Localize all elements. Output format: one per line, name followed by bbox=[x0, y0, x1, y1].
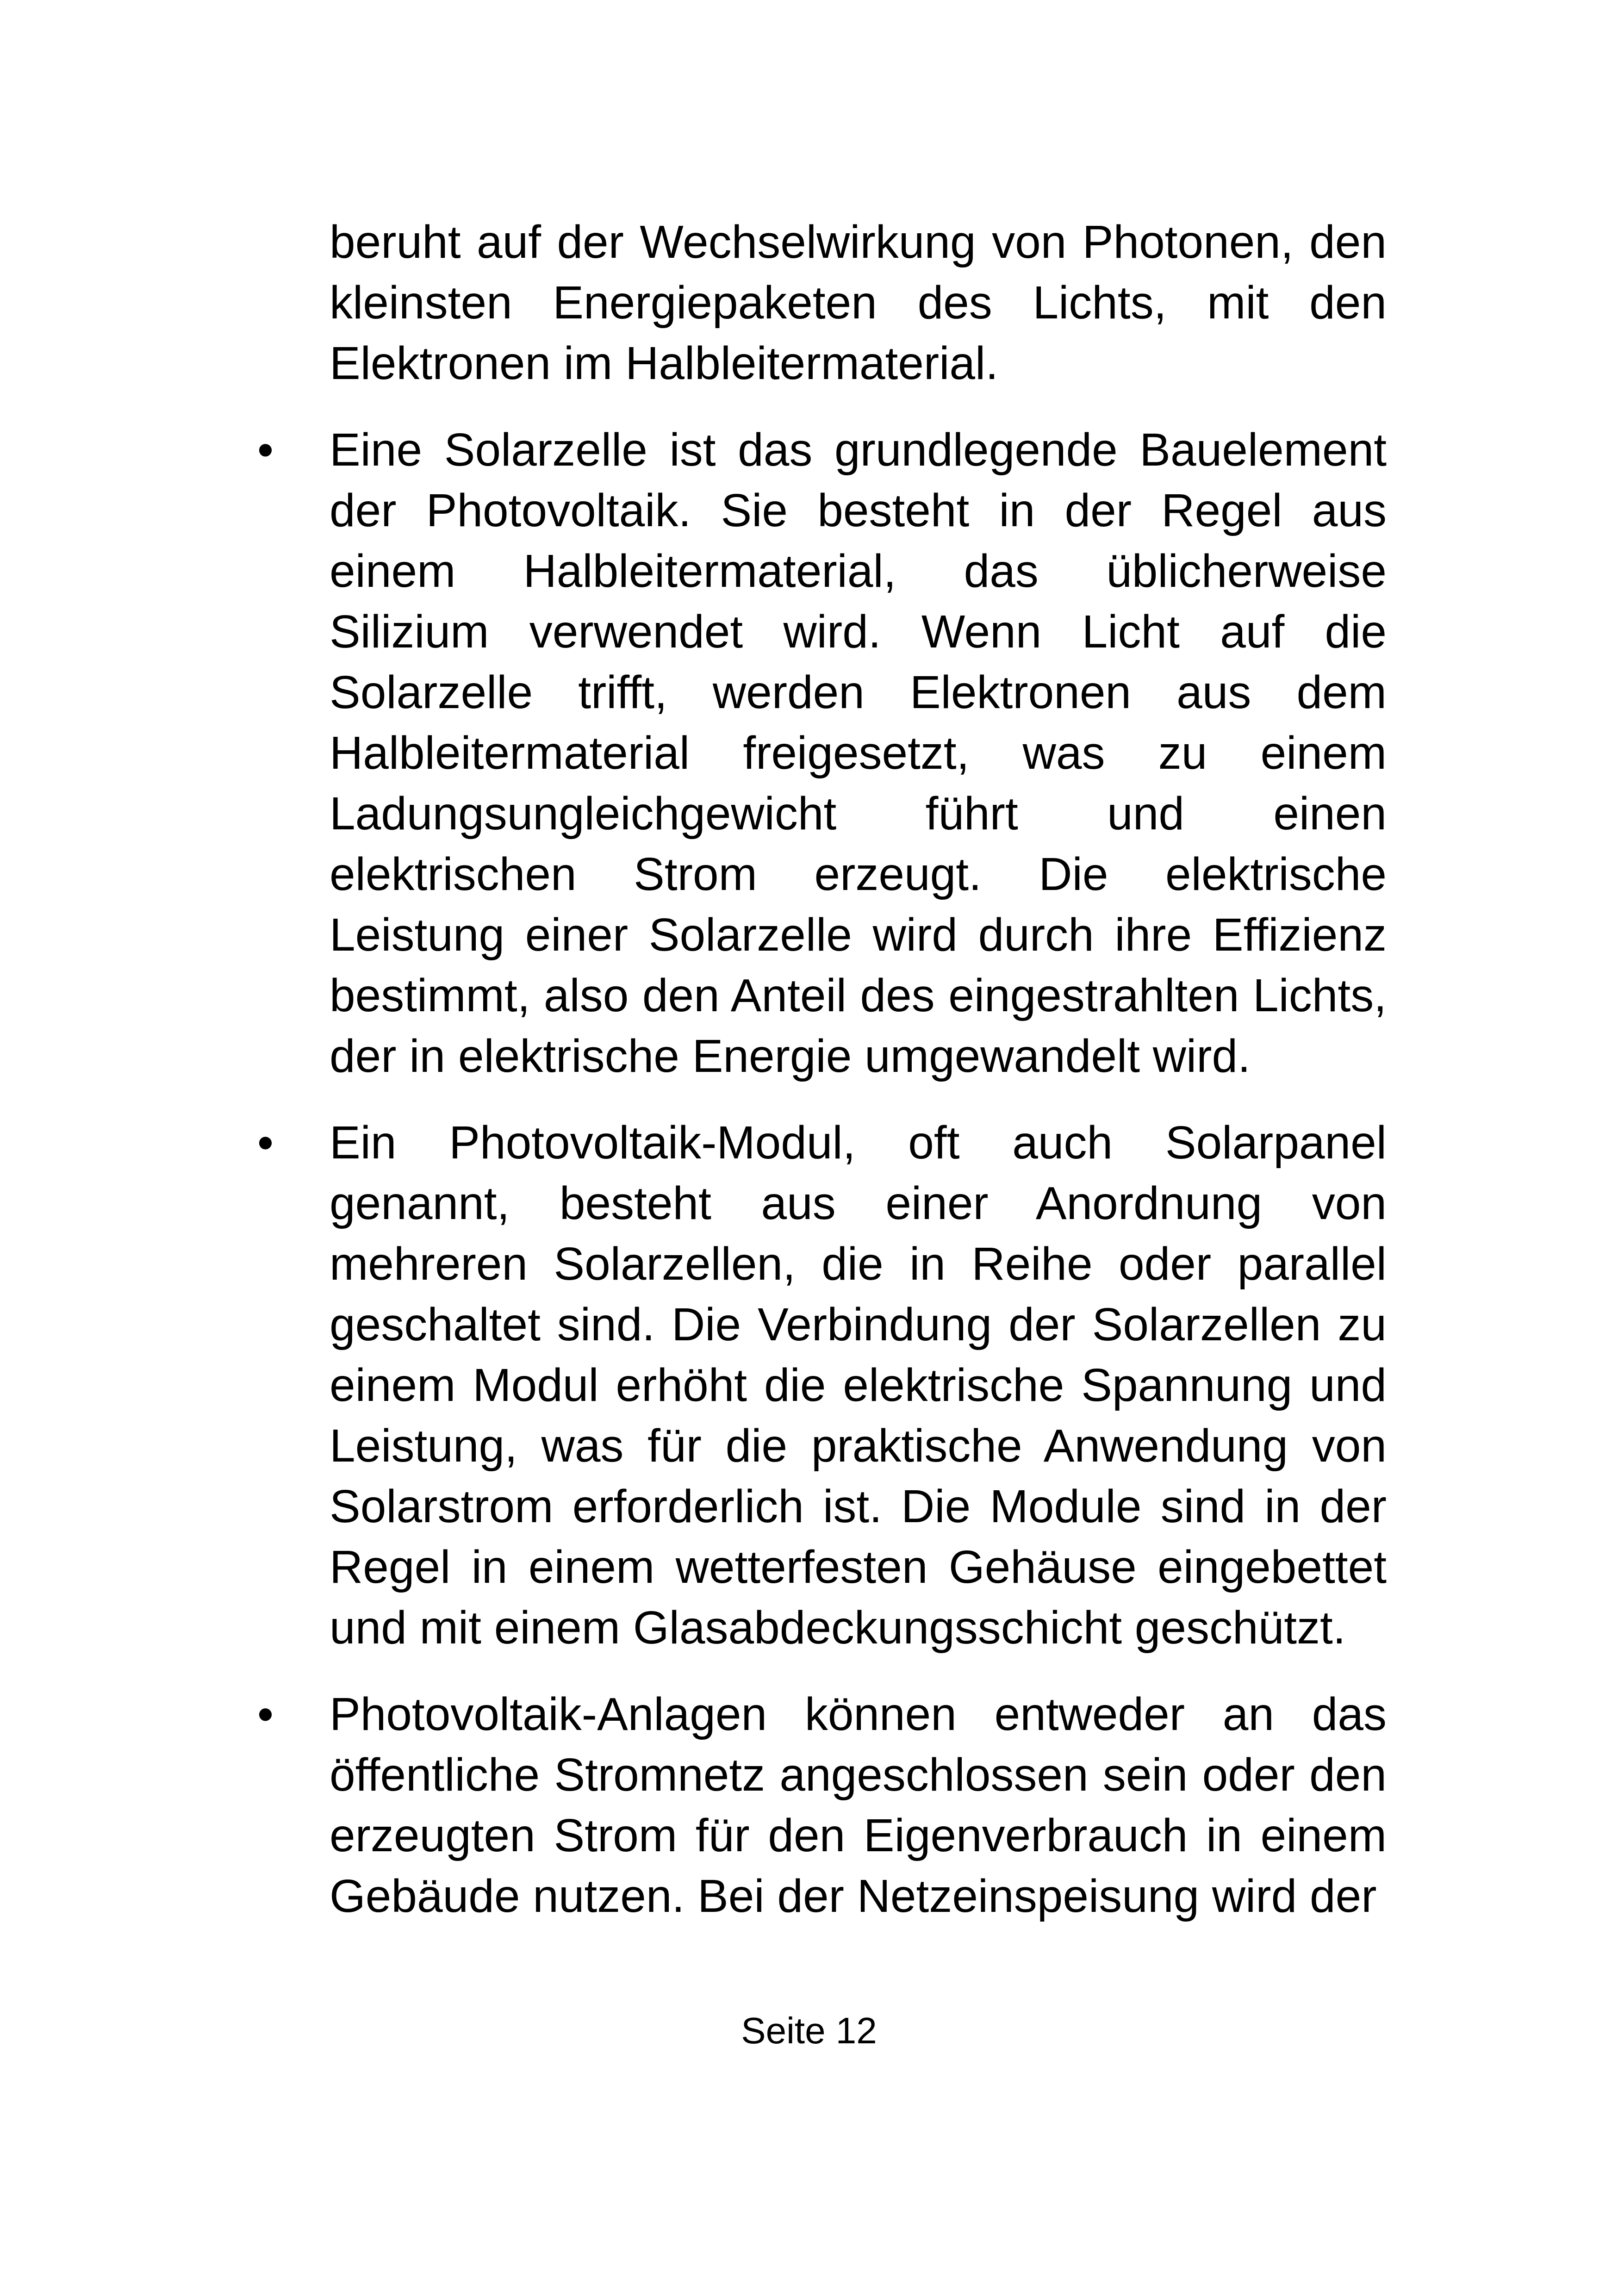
bullet-text: Eine Solarzelle ist das grundlegende Bauelement der Photovoltaik. Sie besteht in der Regel aus einem Halbleitermaterial, das üblicherweise Silizium verwendet wird. Wenn Licht auf die Solarzelle trifft, werden Elektronen aus dem Halbleitermaterial freigesetzt, was zu einem Ladungsungleichgewicht führt und einen elektrischen Strom erzeugt. Die elektrische Leistung einer Solarzelle wird durch ihre Effizienz bestimmt, also den Anteil des eingestrahlten Lichts, der in elektrische Energie umgewandelt wird. bbox=[330, 424, 1387, 1082]
bullet-icon: • bbox=[257, 1117, 274, 1169]
bullet-text: Photovoltaik-Anlagen können entweder an das öffentliche Stromnetz angeschlossen sein oder den erzeugten Strom für den Eigenverbrauch in einem Gebäude nutzen. Bei der Netzeinspeisung wird der bbox=[330, 1688, 1387, 1922]
bullet-item-photovoltaik-modul bbox=[257, 1113, 1387, 1658]
continuation-paragraph: beruht auf der Wechselwirkung von Photonen, den kleinsten Energiepaketen des Lichts, mit den Elektronen im Halbleitermaterial. bbox=[330, 216, 1387, 389]
bullet-item-solarzelle bbox=[257, 420, 1387, 1087]
bullet-item-photovoltaik-anlagen bbox=[257, 1684, 1387, 1927]
page-content bbox=[257, 212, 1387, 1953]
bullet-icon: • bbox=[257, 424, 274, 476]
bullet-text: Ein Photovoltaik-Modul, oft auch Solarpanel genannt, besteht aus einer Anordnung von mehreren Solarzellen, die in Reihe oder parallel geschaltet sind. Die Verbindung der Solarzellen zu einem Modul erhöht die elektrische Spannung und Leistung, was für die praktische Anwendung von Solarstrom erforderlich ist. Die Module sind in der Regel in einem wetterfesten Gehäuse eingebettet und mit einem Glasabdeckungsschicht geschützt. bbox=[330, 1117, 1387, 1654]
page-number: Seite 12 bbox=[741, 2010, 877, 2051]
bullet-icon: • bbox=[257, 1688, 274, 1740]
